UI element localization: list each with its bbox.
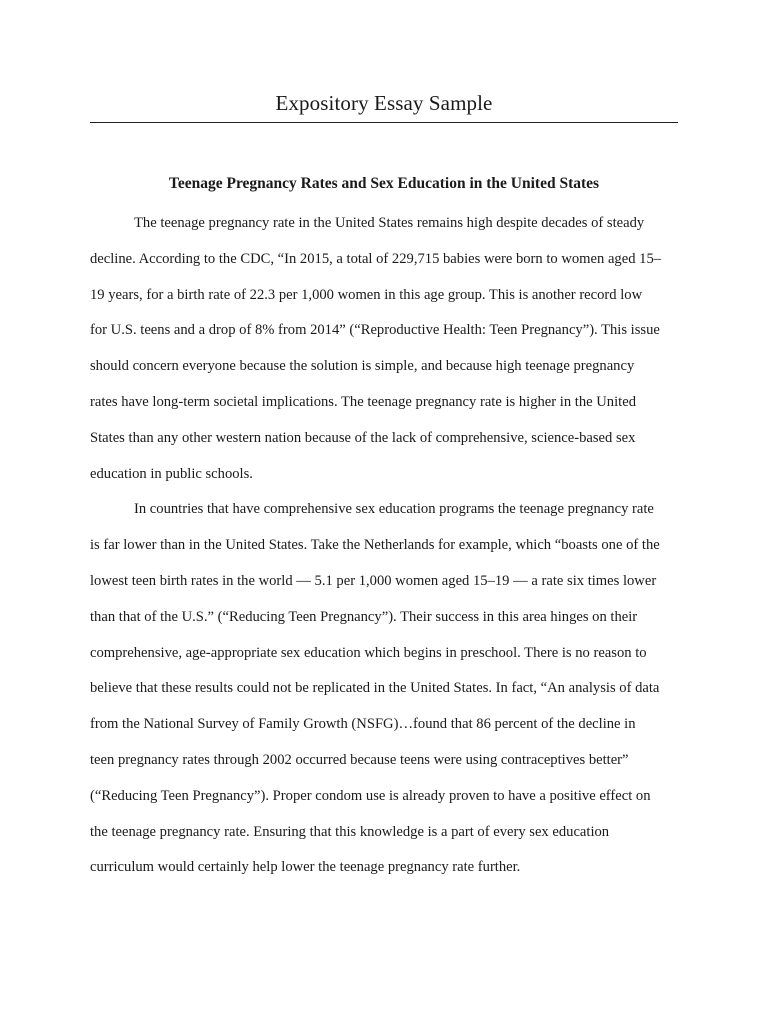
essay-paragraph-2: In countries that have comprehensive sex education programs the teenage pregnancy rate is far lower than in the United States. Take the Netherlands for example, which “boasts one of the lowest teen birth rates in the world — 5.1 per 1,000 women aged 15–19 — a rate six times lower than that of the U.S.” (“Reducing Teen Pregnancy”). Their success in this area hinges on their comprehensive, age-appropriate sex education which begins in preschool. There is no reason to believe that these results could not be replicated in the United States. In fact, “An analysis of data from the National Survey of Family Growth (NSFG)…found that 86 percent of the decline in teen pregnancy rates through 2002 occurred because teens were using contraceptives better” (“Reducing Teen Pregnancy”). Proper condom use is already proven to have a positive effect on the teenage pregnancy rate. Ensuring that this knowledge is a part of every sex education curriculum would certainly help lower the teenage pregnancy rate further. <box>90 501 660 876</box>
essay-title: Teenage Pregnancy Rates and Sex Education in the United States <box>168 175 600 192</box>
document-title: Expository Essay Sample <box>275 91 493 115</box>
document-header <box>90 88 678 123</box>
essay-body <box>90 206 662 886</box>
essay-paragraph-1: The teenage pregnancy rate in the United States remains high despite decades of steady decline. According to the CDC, “In 2015, a total of 229,715 babies were born to women aged 15–19 years, for a birth rate of 22.3 per 1,000 women in this age group. This is another record low for U.S. teens and a drop of 8% from 2014” (“Reproductive Health: Teen Pregnancy”). This issue should concern everyone because the solution is simple, and because high teenage pregnancy rates have long-term societal implications. The teenage pregnancy rate is higher in the United States than any other western nation because of the lack of comprehensive, science-based sex education in public schools. <box>90 215 662 482</box>
